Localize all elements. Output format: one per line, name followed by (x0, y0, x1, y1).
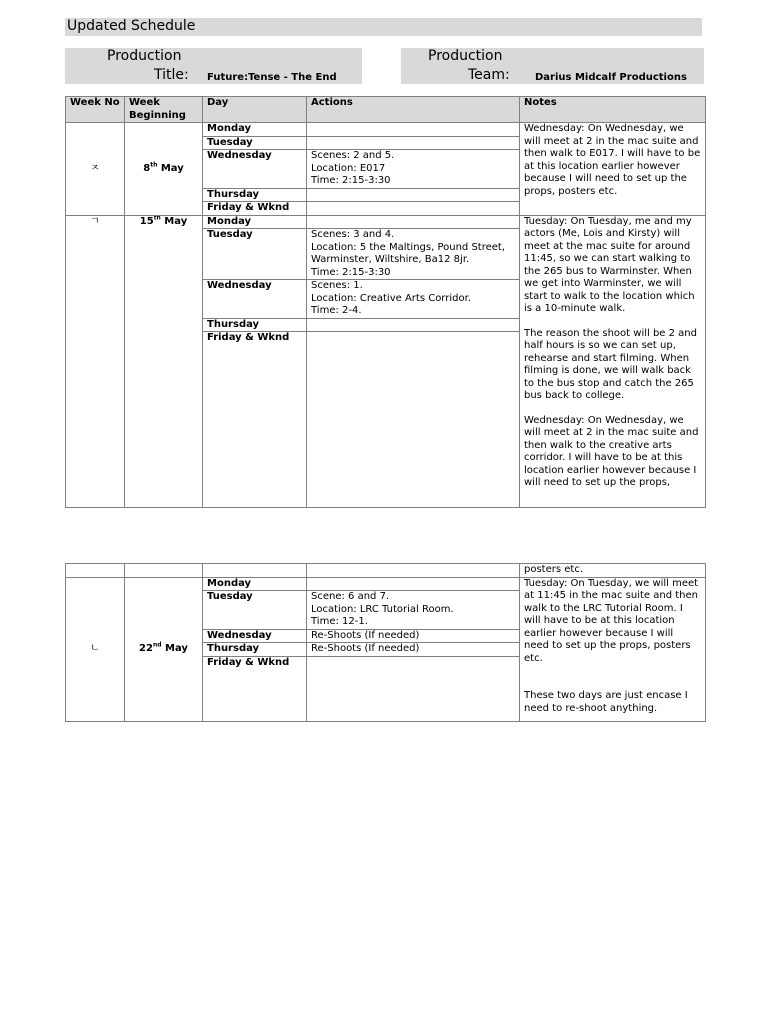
week2-actions-wednesday (307, 280, 520, 319)
week2-notes (520, 215, 706, 508)
week1-notes: Wednesday: On Wednesday, we will meet at 2 in the mac suite and then walk to E017. I will have to be at this location earlier however because I will need to set up the props, posters etc. (520, 123, 706, 216)
production-team-box (401, 48, 704, 84)
week3-notes (520, 577, 706, 721)
action-line: Time: 2:15-3:30 (311, 175, 391, 186)
header-notes: Notes (520, 97, 706, 123)
action-line: Scenes: 3 and 4. (311, 229, 395, 240)
table-row (66, 577, 706, 591)
notes-spacer (524, 316, 701, 328)
week3-date-sup: nd (152, 641, 162, 649)
week1-day-monday: Monday (203, 123, 307, 137)
week1-date-month: May (157, 162, 184, 174)
notes-paragraph: These two days are just encase I need to re-shoot anything. (524, 690, 688, 714)
week2-day-monday: Monday (203, 215, 307, 229)
continued-date-cell (125, 564, 203, 578)
week2-day-friday: Friday & Wknd (203, 332, 307, 508)
production-title-label-line1: Production (107, 48, 182, 64)
table-row (66, 215, 706, 229)
week3-day-friday: Friday & Wknd (203, 656, 307, 721)
week1-day-thursday: Thursday (203, 188, 307, 202)
week1-actions-wednesday (307, 150, 520, 189)
week3-day-monday: Monday (203, 577, 307, 591)
table-header-row (66, 97, 706, 123)
week1-day-wednesday: Wednesday (203, 150, 307, 189)
week1-day-tuesday: Tuesday (203, 136, 307, 150)
week2-day-tuesday: Tuesday (203, 229, 307, 280)
week2-date-sup: th (153, 215, 161, 222)
header-week-no: Week No (66, 97, 125, 123)
continued-actions-cell (307, 564, 520, 578)
continued-week-cell (66, 564, 125, 578)
week3-date (125, 577, 203, 721)
week1-actions-monday (307, 123, 520, 137)
week1-date-num: 8 (143, 162, 151, 174)
production-title-label-line2: Title: (154, 67, 189, 83)
week2-date (125, 215, 203, 508)
continued-day-cell (203, 564, 307, 578)
title-bar (65, 18, 702, 36)
action-line: Scenes: 1. (311, 280, 363, 291)
week3-actions-monday (307, 577, 520, 591)
production-title-value: Future:Tense - The End (207, 72, 337, 83)
week2-actions-tuesday (307, 229, 520, 280)
header-day: Day (203, 97, 307, 123)
week3-date-month: May (161, 642, 188, 654)
action-line: Time: 2-4. (311, 305, 362, 316)
production-team-value: Darius Midcalf Productions (535, 72, 687, 83)
action-line: Location: LRC Tutorial Room. (311, 603, 454, 615)
week2-day-thursday: Thursday (203, 318, 307, 332)
week2-icon: ㄱ (66, 215, 125, 508)
production-team-label-line2: Team: (468, 67, 510, 83)
week2-date-month: May (160, 215, 188, 227)
action-line: Scene: 6 and 7. (311, 591, 390, 602)
notes-paragraph: The reason the shoot will be 2 and half hours is so we can set up, rehearse and start filming. When filming is done, we will walk back to the bus stop and catch the 265 bus back to college. (524, 327, 697, 401)
production-team-label-line1: Production (428, 48, 503, 64)
week1-day-friday: Friday & Wknd (203, 202, 307, 216)
action-line: Location: Creative Arts Corridor. (311, 292, 471, 304)
week2-actions-friday (307, 332, 520, 508)
notes-spacer (524, 403, 701, 415)
action-line: Time: 12-1. (311, 616, 368, 627)
action-line: Scenes: 2 and 5. (311, 150, 395, 161)
week3-day-thursday: Thursday (203, 643, 307, 657)
doc-title: Updated Schedule (67, 18, 196, 34)
week1-icon: ㅈ (66, 123, 125, 216)
action-line: Location: 5 the Maltings, Pound Street, Warminster, Wiltshire, Ba12 8jr. (311, 241, 506, 265)
week3-icon: ㄴ (66, 577, 125, 721)
week3-date-num: 22 (139, 642, 153, 654)
week1-actions-tuesday (307, 136, 520, 150)
notes-paragraph: Wednesday: On Wednesday, we will meet at 2 in the mac suite and then walk to the creative arts corridor. I will have to be at this location earlier however because I will need to set up the props, (524, 414, 699, 488)
table-row (66, 564, 706, 578)
week1-actions-thursday (307, 188, 520, 202)
action-line: Location: E017 (311, 162, 386, 174)
week2-actions-monday (307, 215, 520, 229)
schedule-table-page2 (65, 563, 706, 722)
notes-paragraph: Tuesday: On Tuesday, me and my actors (Me, Lois and Kirsty) will meet at the mac suite for around 11:45, so we can start walking to the 265 bus to Warminster. When we get into Warminster, we will start to walk to the location which is a 10-minute walk. (524, 215, 695, 314)
action-line: Time: 2:15-3:30 (311, 266, 391, 278)
header-actions: Actions (307, 97, 520, 123)
notes-spacer (524, 665, 701, 690)
table-row (66, 123, 706, 137)
week2-day-wednesday: Wednesday (203, 280, 307, 319)
week3-actions-wednesday: Re-Shoots (If needed) (307, 629, 520, 643)
week3-actions-friday (307, 656, 520, 721)
notes-paragraph: Tuesday: On Tuesday, we will meet at 11:45 in the mac suite and then walk to the LRC Tutorial Room. I will have to be at this location earlier however because I will need to set up the props, posters etc. (524, 577, 699, 664)
week3-actions-thursday: Re-Shoots (If needed) (307, 643, 520, 657)
header-week-beginning: Week Beginning (125, 97, 203, 123)
week3-day-wednesday: Wednesday (203, 629, 307, 643)
schedule-table-page1 (65, 96, 706, 508)
production-title-box (65, 48, 362, 84)
week2-actions-thursday (307, 318, 520, 332)
week2-date-num: 15 (139, 215, 154, 227)
week1-date (125, 123, 203, 216)
week1-date-sup: th (150, 161, 158, 169)
week2-notes-continued: posters etc. (520, 564, 706, 578)
week3-day-tuesday: Tuesday (203, 591, 307, 630)
week1-actions-friday (307, 202, 520, 216)
week3-actions-tuesday (307, 591, 520, 630)
